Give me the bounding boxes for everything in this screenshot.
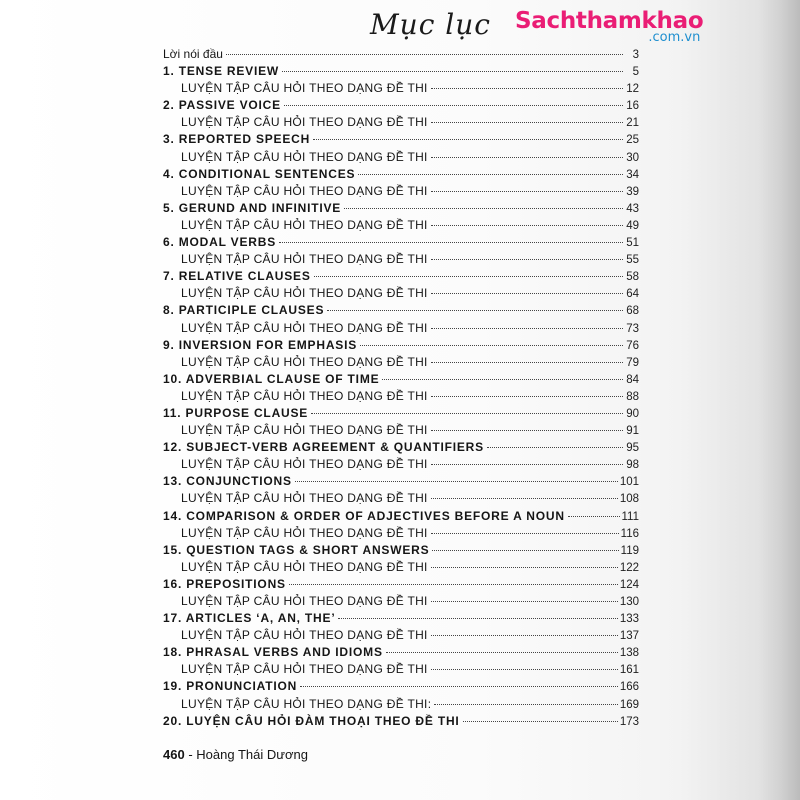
- page-title: Mục lục: [370, 8, 491, 41]
- dot-leader: [431, 396, 623, 397]
- dot-leader: [431, 601, 618, 602]
- toc-entry-label: LUYỆN TẬP CÂU HỎI THEO DẠNG ĐỀ THI: [181, 149, 428, 164]
- dot-leader: [431, 293, 623, 294]
- toc-page-number: 101: [619, 476, 639, 489]
- toc-chapter-entry: [163, 713, 639, 730]
- toc-subentry: [163, 354, 639, 371]
- toc-chapter-entry: [163, 131, 639, 148]
- dot-leader: [360, 345, 623, 346]
- dot-leader: [431, 533, 619, 534]
- toc-page-number: 137: [619, 630, 639, 643]
- toc-page-number: 34: [626, 168, 639, 181]
- dot-leader: [386, 652, 618, 653]
- toc-entry-label: LUYỆN TẬP CÂU HỎI THEO DẠNG ĐỀ THI: [181, 457, 428, 472]
- toc-chapter-entry: [163, 473, 639, 490]
- footer-author: Hoàng Thái Dương: [196, 747, 308, 762]
- toc-entry-label: 5. GERUND AND INFINITIVE: [163, 200, 342, 215]
- dot-leader: [568, 516, 620, 517]
- toc-page-number: 30: [626, 151, 639, 164]
- toc-chapter-entry: [163, 678, 639, 695]
- toc-chapter-entry: [163, 97, 639, 114]
- toc-page-number: 119: [620, 544, 639, 557]
- toc-page-number: 161: [619, 664, 639, 677]
- dot-leader: [431, 191, 623, 192]
- toc-entry-label: 4. CONDITIONAL SENTENCES: [163, 166, 356, 181]
- dot-leader: [431, 362, 623, 363]
- toc-entry-label: LUYỆN TẬP CÂU HỎI THEO DẠNG ĐỀ THI: [181, 491, 428, 506]
- toc-page-number: 111: [621, 510, 639, 523]
- toc-subentry: [163, 183, 639, 200]
- toc-chapter-entry: [163, 234, 639, 251]
- toc-subentry: [163, 388, 639, 405]
- toc-chapter-entry: [163, 644, 639, 661]
- toc-subentry: [163, 593, 639, 610]
- toc-page-number: 25: [626, 134, 639, 147]
- toc-page-number: 51: [626, 237, 639, 250]
- toc-chapter-entry: [163, 200, 639, 217]
- toc-entry-label: 3. REPORTED SPEECH: [163, 132, 311, 147]
- watermark-brand: Sachthamkhao: [515, 8, 704, 34]
- watermark-domain: .com.vn: [648, 30, 701, 45]
- toc-preface-entry: [163, 46, 639, 63]
- toc-subentry: [163, 320, 639, 337]
- toc-entry-label: LUYỆN TẬP CÂU HỎI THEO DẠNG ĐỀ THI: [181, 628, 428, 643]
- toc-page-number: 16: [626, 100, 639, 113]
- dot-leader: [311, 413, 623, 414]
- toc-entry-label: LUYỆN TẬP CÂU HỎI THEO DẠNG ĐỀ THI: [181, 183, 428, 198]
- toc-entry-label: 11. PURPOSE CLAUSE: [163, 405, 309, 420]
- dot-leader: [431, 498, 618, 499]
- toc-entry-label: LUYỆN TẬP CÂU HỎI THEO DẠNG ĐỀ THI: [181, 320, 428, 335]
- toc-page-number: 43: [626, 202, 639, 215]
- toc-entry-label: LUYỆN TẬP CÂU HỎI THEO DẠNG ĐỀ THI: [181, 525, 428, 540]
- toc-subentry: [163, 559, 639, 576]
- dot-leader: [431, 635, 618, 636]
- toc-chapter-entry: [163, 63, 639, 80]
- toc-page-number: 133: [619, 613, 639, 626]
- toc-entry-label: LUYỆN TẬP CÂU HỎI THEO DẠNG ĐỀ THI:: [181, 696, 432, 711]
- toc-page-number: 130: [619, 596, 639, 608]
- toc-page-number: 68: [626, 305, 639, 318]
- dot-leader: [314, 276, 623, 277]
- dot-leader: [284, 105, 623, 106]
- toc-chapter-entry: [163, 268, 639, 285]
- dot-leader: [282, 71, 623, 72]
- dot-leader: [279, 242, 623, 243]
- toc-page-number: 73: [626, 322, 639, 335]
- toc-chapter-entry: [163, 371, 639, 388]
- toc-entry-label: LUYỆN TẬP CÂU HỎI THEO DẠNG ĐỀ THI: [181, 81, 428, 96]
- toc-entry-label: LUYỆN TẬP CÂU HỎI THEO DẠNG ĐỀ THI: [181, 286, 428, 301]
- toc-entry-label: 14. COMPARISON & ORDER OF ADJECTIVES BEFORE A NOUN: [163, 508, 565, 523]
- toc-entry-label: Lời nói đầu: [163, 47, 223, 61]
- toc-page-number: 79: [626, 356, 639, 369]
- toc-page-number: 49: [626, 219, 639, 232]
- toc-page-number: 122: [619, 561, 639, 574]
- toc-entry-label: 13. CONJUNCTIONS: [163, 474, 292, 489]
- toc-page-number: 64: [626, 288, 639, 301]
- toc-entry-label: 8. PARTICIPLE CLAUSES: [163, 303, 325, 318]
- toc-entry-label: 1. TENSE REVIEW: [163, 64, 280, 79]
- toc-entry-label: 2. PASSIVE VOICE: [163, 98, 281, 113]
- dot-leader: [382, 379, 623, 380]
- dot-leader: [431, 567, 618, 568]
- toc-page-number: 58: [626, 271, 639, 284]
- toc-subentry: [163, 627, 639, 644]
- toc-subentry: [163, 490, 639, 507]
- dot-leader: [358, 174, 623, 175]
- toc-entry-label: LUYỆN TẬP CÂU HỎI THEO DẠNG ĐỀ THI: [181, 559, 428, 574]
- toc-subentry: [163, 422, 639, 439]
- dot-leader: [431, 157, 623, 158]
- footer-separator: -: [184, 747, 197, 762]
- dot-leader: [313, 139, 623, 140]
- toc-page-number: 108: [619, 493, 639, 506]
- toc-chapter-entry: [163, 610, 639, 627]
- toc-page-number: 166: [619, 681, 639, 694]
- toc-page-number: 5: [632, 66, 639, 79]
- toc-subentry: [163, 80, 639, 97]
- toc-page-number: 88: [626, 390, 639, 403]
- toc-page-number: 90: [626, 407, 639, 420]
- toc-page-number: 55: [626, 254, 639, 267]
- toc-entry-label: 18. PHRASAL VERBS AND IDIOMS: [163, 645, 383, 660]
- toc-subentry: [163, 696, 639, 713]
- toc-subentry: [163, 114, 639, 131]
- toc-subentry: [163, 285, 639, 302]
- site-watermark: [515, 8, 703, 45]
- toc-subentry: [163, 251, 639, 268]
- dot-leader: [431, 225, 623, 226]
- dot-leader: [289, 584, 618, 585]
- dot-leader: [432, 550, 618, 551]
- dot-leader: [431, 328, 623, 329]
- toc-entry-label: 7. RELATIVE CLAUSES: [163, 269, 311, 284]
- toc-page-number: 98: [626, 459, 639, 472]
- toc-page-number: 21: [626, 117, 639, 130]
- dot-leader: [487, 447, 623, 448]
- toc-entry-label: LUYỆN TẬP CÂU HỎI THEO DẠNG ĐỀ THI: [181, 252, 428, 267]
- toc-chapter-entry: [163, 542, 639, 559]
- table-of-contents: [163, 46, 639, 730]
- dot-leader: [431, 464, 623, 465]
- toc-entry-label: LUYỆN TẬP CÂU HỎI THEO DẠNG ĐỀ THI: [181, 662, 428, 677]
- toc-page-number: 39: [626, 185, 639, 198]
- toc-page-number: 12: [626, 83, 639, 96]
- footer-page-number: 460: [163, 747, 185, 762]
- page-edge-shadow: [758, 0, 800, 800]
- toc-entry-label: 6. MODAL VERBS: [163, 235, 276, 250]
- toc-page-number: 91: [626, 425, 639, 438]
- toc-chapter-entry: [163, 302, 639, 319]
- dot-leader: [431, 430, 623, 431]
- toc-page-number: 84: [626, 373, 639, 386]
- toc-entry-label: 9. INVERSION FOR EMPHASIS: [163, 337, 358, 352]
- dot-leader: [431, 669, 618, 670]
- toc-chapter-entry: [163, 439, 639, 456]
- toc-subentry: [163, 661, 639, 678]
- toc-subentry: [163, 149, 639, 166]
- toc-chapter-entry: [163, 405, 639, 422]
- dot-leader: [463, 721, 618, 722]
- dot-leader: [431, 259, 623, 260]
- toc-entry-label: LUYỆN TẬP CÂU HỎI THEO DẠNG ĐỀ THI: [181, 388, 428, 403]
- toc-entry-label: LUYỆN TẬP CÂU HỎI THEO DẠNG ĐỀ THI: [181, 594, 428, 608]
- dot-leader: [295, 481, 618, 482]
- toc-entry-label: 10. ADVERBIAL CLAUSE OF TIME: [163, 371, 380, 386]
- toc-page-number: 169: [619, 698, 639, 711]
- dot-leader: [226, 54, 623, 55]
- toc-entry-label: 16. PREPOSITIONS: [163, 576, 286, 591]
- toc-page-number: 95: [626, 442, 639, 455]
- toc-entry-label: LUYỆN TẬP CÂU HỎI THEO DẠNG ĐỀ THI: [181, 423, 428, 438]
- toc-entry-label: LUYỆN TẬP CÂU HỎI THEO DẠNG ĐỀ THI: [181, 354, 428, 369]
- toc-entry-label: 12. SUBJECT-VERB AGREEMENT & QUANTIFIERS: [163, 440, 484, 455]
- toc-subentry: [163, 217, 639, 234]
- toc-entry-label: LUYỆN TẬP CÂU HỎI THEO DẠNG ĐỀ THI: [181, 217, 428, 232]
- toc-page-number: 173: [619, 715, 639, 728]
- toc-chapter-entry: [163, 508, 639, 525]
- toc-entry-label: 15. QUESTION TAGS & SHORT ANSWERS: [163, 542, 430, 557]
- dot-leader: [431, 88, 623, 89]
- dot-leader: [431, 122, 623, 123]
- toc-subentry: [163, 525, 639, 542]
- dot-leader: [338, 618, 617, 619]
- toc-page-number: 124: [619, 578, 639, 591]
- toc-entry-label: 20. LUYỆN CÂU HỎI ĐÀM THOẠI THEO ĐỀ THI: [163, 713, 460, 728]
- toc-chapter-entry: [163, 166, 639, 183]
- toc-subentry: [163, 456, 639, 473]
- toc-page-number: 116: [620, 527, 639, 540]
- toc-entry-label: LUYỆN TẬP CÂU HỎI THEO DẠNG ĐỀ THI: [181, 115, 428, 130]
- dot-leader: [434, 704, 617, 705]
- page-footer: [163, 747, 308, 762]
- toc-entry-label: 17. ARTICLES ‘A, AN, THE’: [163, 611, 336, 626]
- dot-leader: [327, 310, 623, 311]
- dot-leader: [300, 686, 618, 687]
- toc-page-number: 138: [619, 647, 639, 660]
- toc-chapter-entry: [163, 337, 639, 354]
- toc-page-number: 76: [626, 339, 639, 352]
- toc-page-number: 3: [632, 49, 639, 61]
- toc-chapter-entry: [163, 576, 639, 593]
- dot-leader: [344, 208, 623, 209]
- toc-entry-label: 19. PRONUNCIATION: [163, 679, 298, 694]
